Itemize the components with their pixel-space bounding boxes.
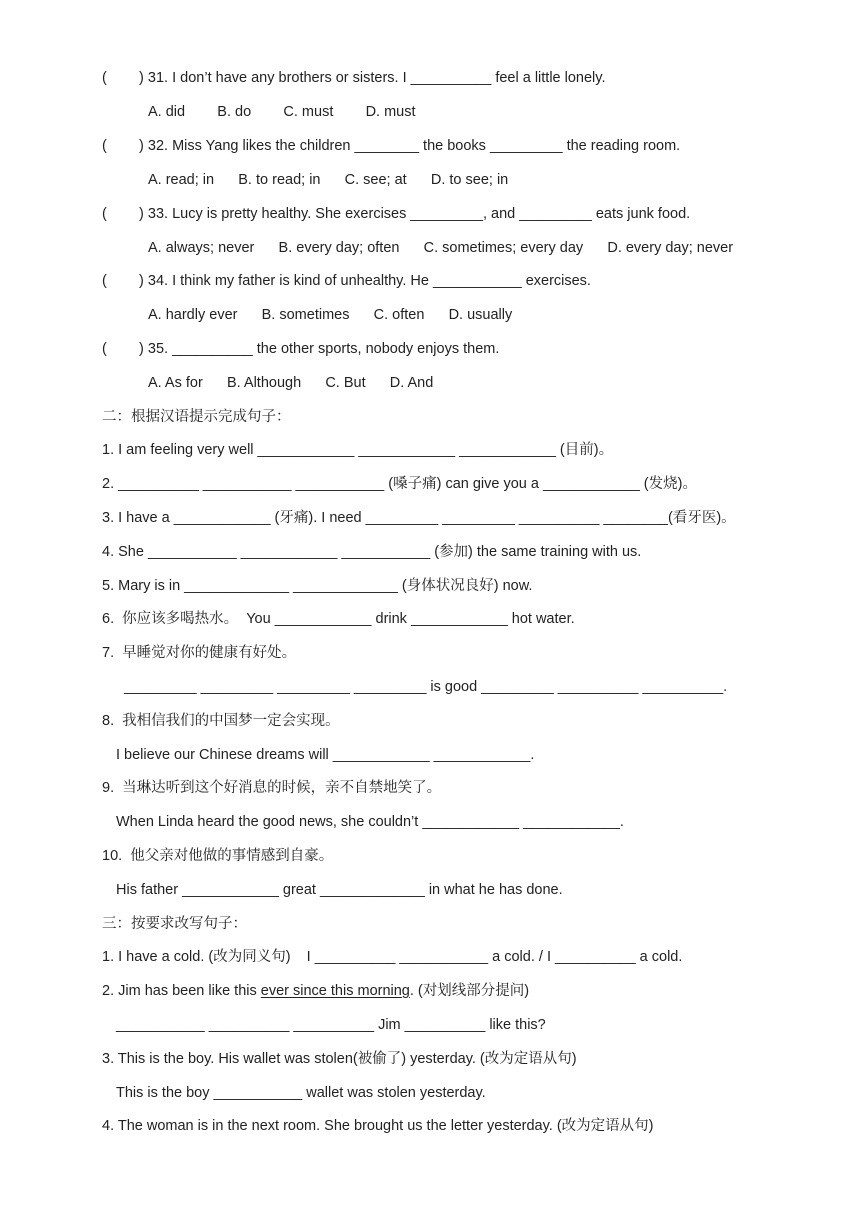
question-35-options: A. As for B. Although C. But D. And — [148, 375, 434, 391]
question-33-options: A. always; never B. every day; often C. sometimes; every day D. every day; never — [148, 240, 734, 256]
question-31-stem: ( ) 31. I don’t have any brothers or sisters. I __________ feel a little lonely. — [102, 70, 606, 86]
section-3-heading: 三：按要求改写句子： — [102, 916, 247, 932]
section-2-item-10-answer: His father ____________ great _____________ in what he has done. — [116, 882, 563, 898]
section-2-item-4: 4. She ___________ ____________ ___________ (参加) the same training with us. — [102, 544, 642, 560]
section-2-item-2: 2. __________ ___________ ___________ (嗓子痛) can give you a ____________ (发烧)。 — [102, 476, 697, 492]
section-2-item-9-prompt: 9. 当琳达听到这个好消息的时候，亲不自禁地笑了。 — [102, 780, 442, 796]
section-2-item-8-prompt: 8. 我相信我们的中国梦一定会实现。 — [102, 713, 340, 729]
question-35-stem: ( ) 35. __________ the other sports, nobody enjoys them. — [102, 341, 500, 357]
underlined-phrase: ever since this morning — [260, 983, 410, 999]
section-3-item-2 — [102, 981, 529, 1001]
section-2-item-1: 1. I am feeling very well ____________ ____________ ____________ (目前)。 — [102, 442, 614, 458]
section-2-item-7-answer: _________ _________ _________ _________ is good _________ __________ __________. — [124, 679, 728, 695]
question-33-stem: ( ) 33. Lucy is pretty healthy. She exercises _________, and _________ eats junk food. — [102, 206, 691, 222]
section-3-item-1: 1. I have a cold. (改为同义句) I __________ ___________ a cold. / I __________ a cold. — [102, 949, 683, 965]
question-32-stem: ( ) 32. Miss Yang likes the children ________ the books _________ the reading room. — [102, 138, 681, 154]
section-3-item-3-answer: This is the boy ___________ wallet was stolen yesterday. — [116, 1085, 486, 1101]
section-2-item-7-prompt: 7. 早睡觉对你的健康有好处。 — [102, 645, 297, 661]
section-3-item-3: 3. This is the boy. His wallet was stolen(被偷了) yesterday. (改为定语从句) — [102, 1051, 577, 1067]
question-32-options: A. read; in B. to read; in C. see; at D. to see; in — [148, 172, 509, 188]
question-34-options: A. hardly ever B. sometimes C. often D. usually — [148, 307, 513, 323]
section-3-item-4: 4. The woman is in the next room. She brought us the letter yesterday. (改为定语从句) — [102, 1118, 654, 1134]
question-31-options: A. did B. do C. must D. must — [148, 104, 416, 120]
section-3-item-2-lead: 2. Jim has been like this — [102, 983, 261, 999]
section-3-item-2-answer: ___________ __________ __________ Jim __________ like this? — [116, 1017, 546, 1033]
section-2-item-8-answer: I believe our Chinese dreams will ____________ ____________. — [116, 747, 535, 763]
question-34-stem: ( ) 34. I think my father is kind of unhealthy. He ___________ exercises. — [102, 273, 591, 289]
section-3-item-2-tail: . (对划线部分提问) — [409, 983, 530, 999]
section-2-heading: 二：根据汉语提示完成句子： — [102, 409, 291, 425]
section-2-item-9-answer: When Linda heard the good news, she couldn’t ____________ ____________. — [116, 814, 624, 830]
section-2-item-10-prompt: 10. 他父亲对他做的事情感到自豪。 — [102, 848, 334, 864]
section-2-item-6: 6. 你应该多喝热水。 You ____________ drink ____________ hot water. — [102, 611, 575, 627]
section-2-item-3: 3. I have a ____________ (牙痛). I need _________ _________ __________ ________(看牙医)。 — [102, 510, 736, 526]
section-2-item-5: 5. Mary is in _____________ _____________ (身体状况良好) now. — [102, 578, 533, 594]
